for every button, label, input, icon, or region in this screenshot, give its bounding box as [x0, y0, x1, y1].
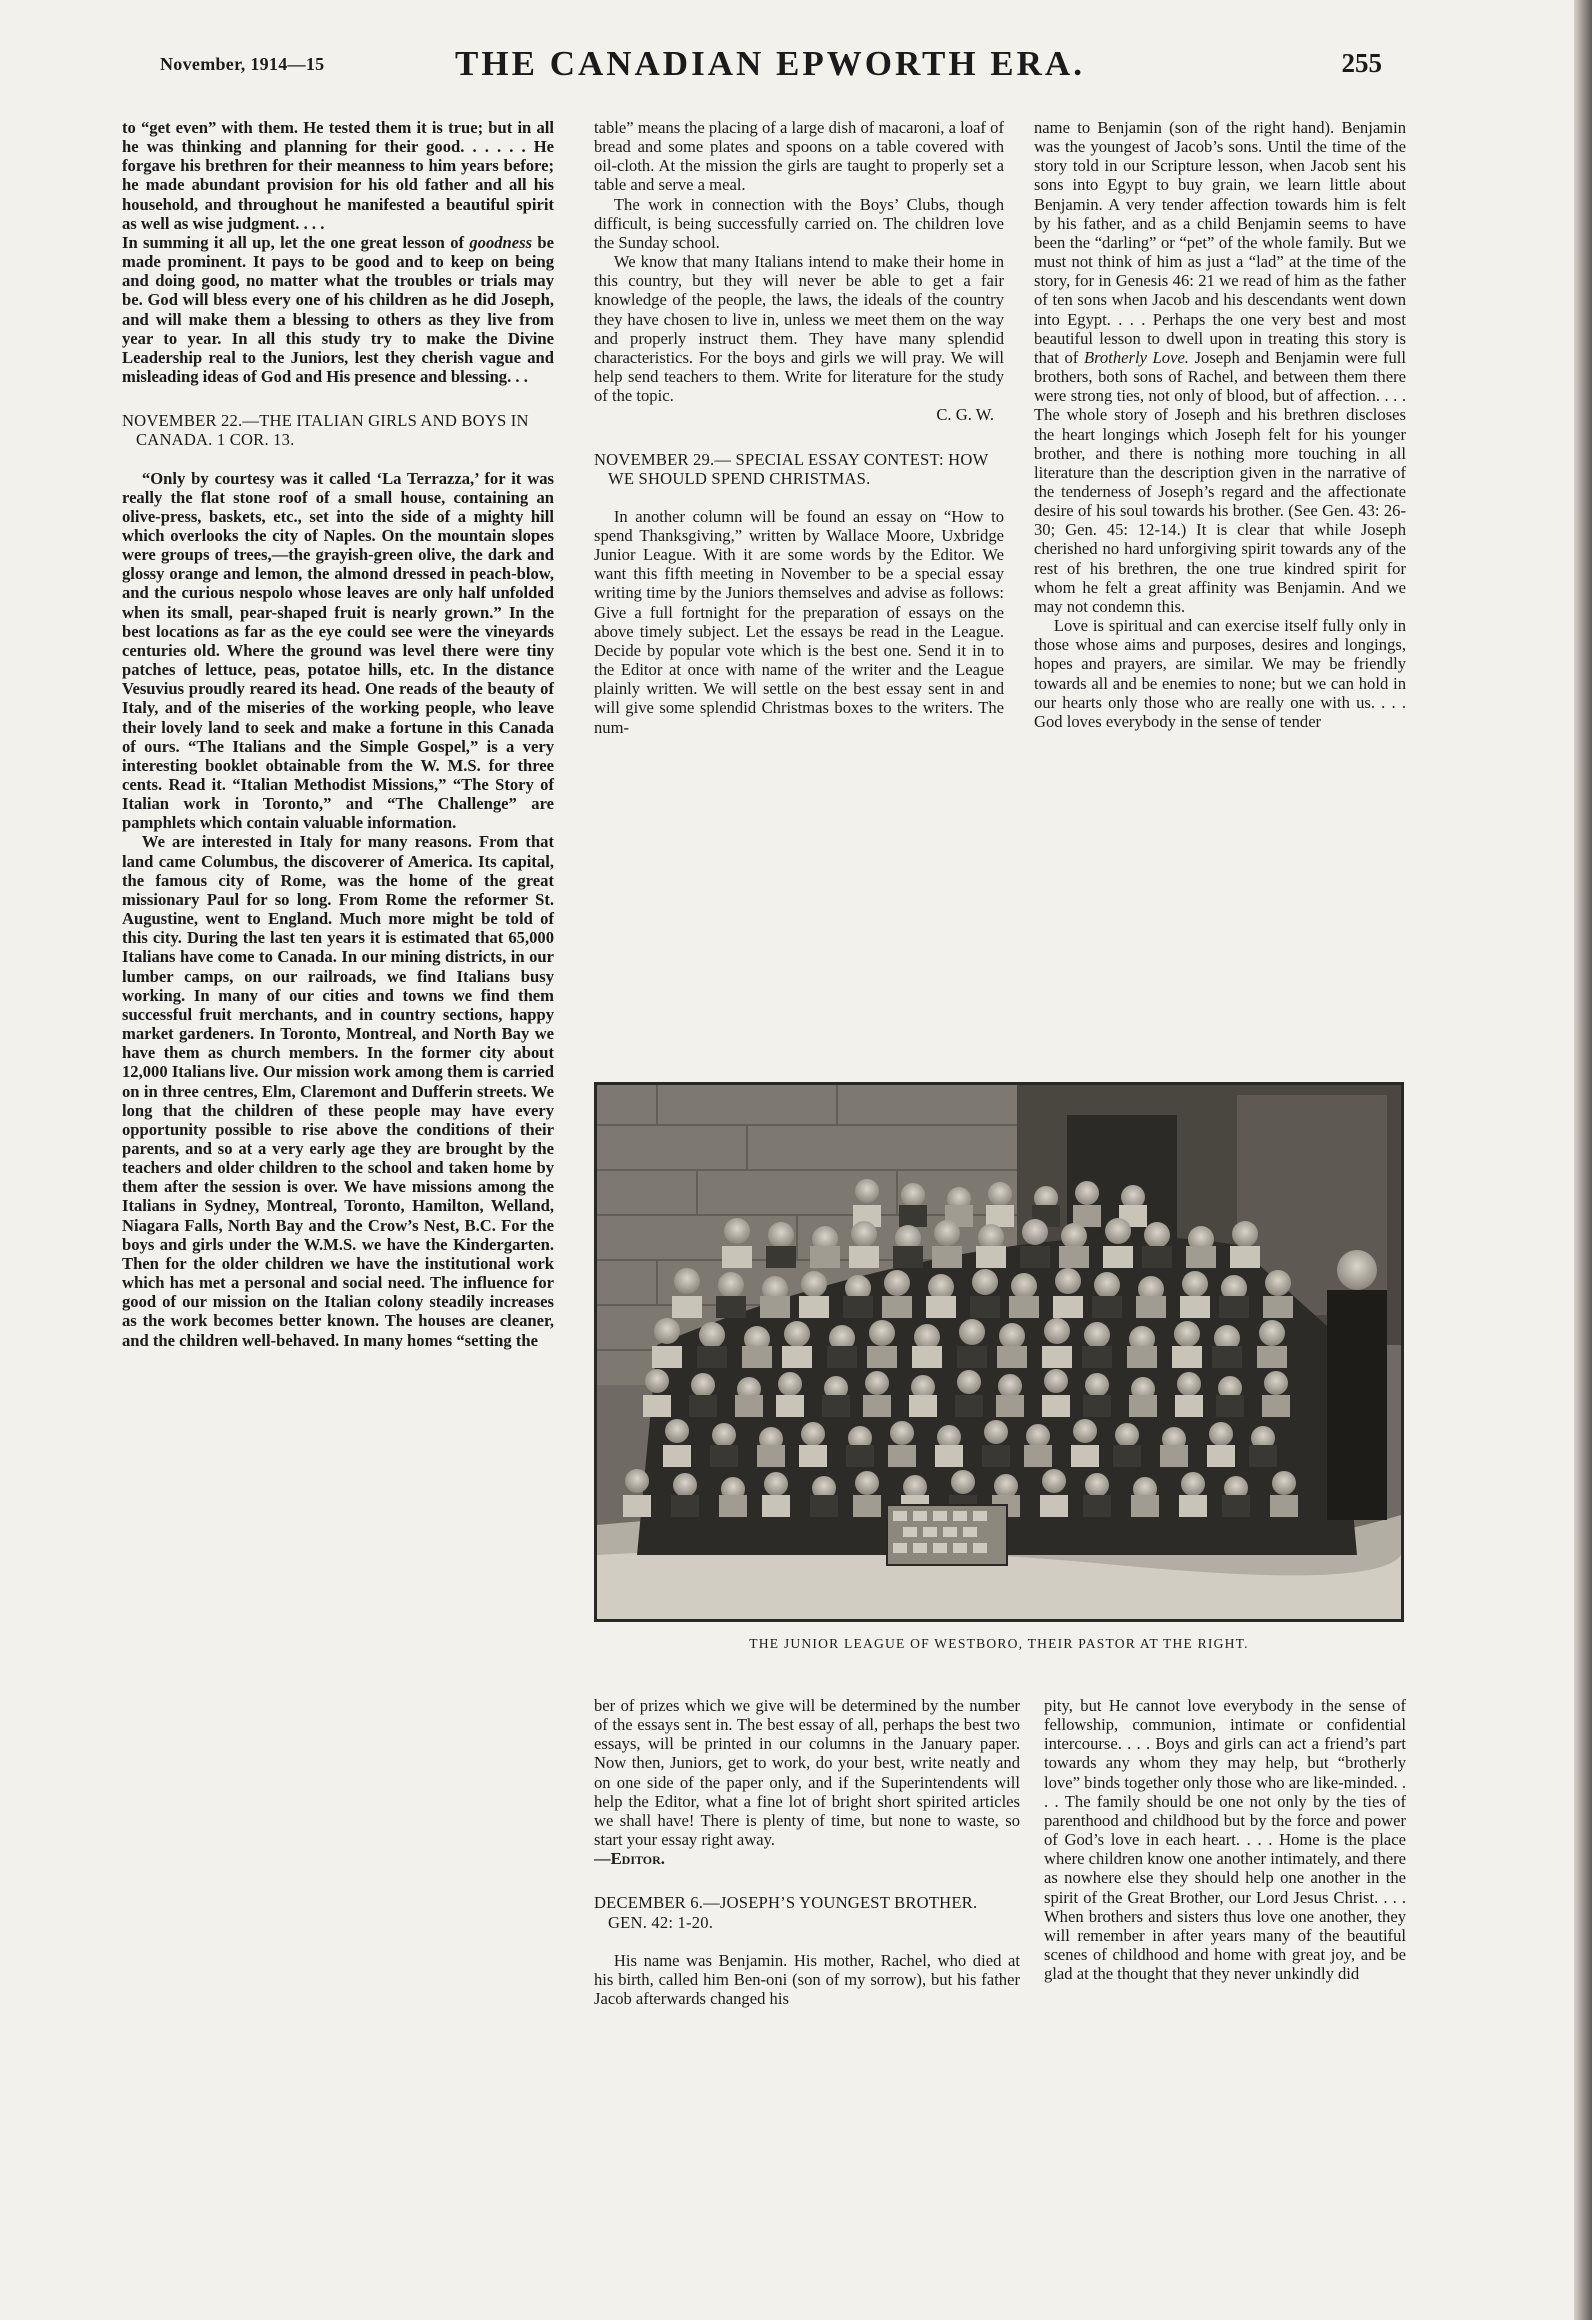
paragraph: We know that many Italians intend to make their home in this country, but they will never be able to get a fair knowledge of the people, the laws, the ideals of the country they have chosen to live in, unless we meet them on the way and properly instruct them. They have many splendid characteristics. For the boys and girls we will pray. We will help send teachers to them. Write for literature for the study of the topic.	[594, 252, 1004, 406]
paragraph: ber of prizes which we give will be determined by the number of the essays sent in. The best essay of all, perhaps the best two essays, will be printed in our columns in the January paper. Now then, Juniors, get to work, do your best, write neatly and on one side of the paper only, and if the Superintendents will help the Editor, what a fine lot of bright short spirited articles we shall have! There is plenty of time, but none to waste, so start your essay right away.	[594, 1696, 1020, 1850]
paragraph: pity, but He cannot love everybody in the sense of fellowship, communion, intimate or confidential intercourse. . . . Boys and girls can act a friend’s part towards any whom they may help, but “brotherly love” binds together only those who are like-minded. . . . The family should be one not only by the ties of parenthood and childhood but by the force and power of God’s love in each heart. . . . Home is the place where children know one another intimately, and there as nowhere else they should help one another in the spirit of the Great Brother, our Lord Jesus Christ. . . . When brothers and sisters thus love one another, they will remember in after years many of the beautiful scenes of childhood and home with great joy, and be glad at the thought that they never unkindly did	[1044, 1696, 1407, 1984]
paragraph: In summing it all up, let the one great lesson of goodness be made prominent. It pays to be good and to keep on being and doing good, no matter what the troubles or trials may be. God will bless every one of his children as he did Joseph, and will make them a blessing to others as they live from year to year. In all this study try to make the Divine Leadership real to the Juniors, lest they cherish vague and misleading ideas of God and His presence and blessing. . .	[122, 232, 554, 387]
column-1	[122, 118, 554, 1350]
paragraph: “Only by courtesy was it called ‘La Terrazza,’ for it was really the flat stone roof of a small house, containing an olive-press, baskets, etc., set into the side of a mighty hill which overlooks the city of Naples. On the mountain slopes were groups of trees,—the grayish-green olive, the dark and glossy orange and lemon, the almond dressed in peach-blow, and the curious nespolo whose leaves are only half unfolded when its small, pear-shaped fruit is nearly grown.” In the best locations as far as the eye could see were the vineyards centuries old. Where the ground was level there were tiny patches of lettuce, peas, potatoe hills, etc. In the distance Vesuvius proudly reared its head. One reads of the beauty of Italy, and of the miseries of the working people, who leave their lovely land to seek and make a fortune in this Canada of ours. “The Italians and the Simple Gospel,” is a very interesting booklet obtainable from the W. M.S. for three cents. Read it. “Italian Methodist Missions,” “The Story of Italian work in Toronto,” and “The Challenge” are pamphlets which contain valuable information.	[122, 468, 554, 833]
signature: C. G. W.	[936, 405, 994, 425]
page-number: 255	[1341, 48, 1382, 78]
section-heading: DECEMBER 6.—JOSEPH’S YOUNGEST BROTHER. GEN. 42: 1-20.	[594, 1893, 978, 1932]
issue-date: November, 1914—15	[160, 54, 325, 74]
emphasis: Brotherly Love.	[1083, 347, 1189, 367]
paragraph: His name was Benjamin. His mother, Rachel, who died at his birth, called him Ben-oni (son of my sorrow), but his father Jacob afterwards changed his	[594, 1950, 1020, 2009]
paragraph: table” means the placing of a large dish of macaroni, a loaf of bread and some plates and spoons on a table covered with oil-cloth. At the mission the girls are taught to properly set a table and serve a meal.	[594, 118, 1004, 195]
paragraph: to “get even” with them. He tested them it is true; but in all he was thinking and planning for their good. . . . . . He forgave his brethren for their meanness to him years before; he made abundant provision for his old father and all his household, and throughout he manifested a beautiful spirit as well as wise judgment. . . .	[122, 118, 554, 233]
group-photograph	[594, 1082, 1404, 1622]
column-5	[1044, 1696, 1406, 1983]
column-4	[594, 1696, 1020, 2008]
column-3	[1034, 118, 1406, 731]
section-heading: NOVEMBER 22.—THE ITALIAN GIRLS AND BOYS IN CANADA. 1 COR. 13.	[122, 411, 529, 450]
paragraph: We are interested in Italy for many reasons. From that land came Columbus, the discoverer of America. Its capital, the famous city of Rome, was the home of the great missionary Paul for so long. From Rome the reformer St. Augustine, went to England. Much more might be told of this city. During the last ten years it is estimated that 65,000 Italians have come to Canada. In our mining districts, in our lumber camps, on our railroads, we find Italians busy working. In many of our cities and towns we find them successful fruit merchants, and in country sections, happy market gardeners. In Toronto, Montreal, and North Bay we have them as church members. In the former city about 12,000 Italians live. Our mission work among them is carried on in three centres, Elm, Claremont and Dufferin streets. We long that the children of these people may have every opportunity possible to rise above the conditions of their parents, and so at a very early age they are brought by the teachers and older children to the school and taken home by them after the session is over. We have missions among the Italians in Sydney, Montreal, Toronto, Hamilton, Welland, Niagara Falls, North Bay and the Crow’s Nest, B.C. For the boys and girls under the W.M.S. we have the Kindergarten. Then for the older children we have the institutional work which has met a personal and social need. The influence for good of our mission on the Italian colony steadily increases as the work becomes better known. The houses are cleaner, and the children well-behaved. In many homes “setting the	[122, 832, 554, 1350]
paragraph: The work in connection with the Boys’ Clubs, though difficult, is being successfully carried on. The children love the Sunday school.	[594, 194, 1004, 252]
editor-signature: —Editor.	[594, 1849, 665, 1869]
paragraph: name to Benjamin (son of the right hand). Benjamin was the youngest of Jacob’s sons. Until the time of the story told in our Scripture lesson, when Jacob sent his sons into Egypt to buy grain, we learn little about Benjamin. A very tender affection towards him is felt by his father, and as a child Benjamin seems to have been the “darling” or “pet” of the whole family. But we must not think of him as just a “lad” at the time of the story, for in Genesis 46: 21 we read of him as the father of ten sons when Jacob and his descendants went down into Egypt. . . . Perhaps the one very best and most beautiful lesson to dwell upon in treating this story is that of Brotherly Love. Joseph and Benjamin were full brothers, both sons of Rachel, and between them there were strong ties, not only of blood, but of affection. . . . The whole story of Joseph and his brethren discloses the heart longings which Joseph felt for his younger brother, and there is nothing more touching in all literature than the description given in the narrative of the tenderness of Joseph’s regard and the affectionate desire of his soul towards his brother. (See Gen. 43: 26-30; Gen. 45: 12-14.) It is clear that while Joseph cherished no hard unforgiving spirit towards any of the rest of his brethren, the one true kindred spirit for whom he felt a great affinity was Benjamin. And we may not condemn this.	[1034, 118, 1406, 616]
photo-rendering	[597, 1085, 1401, 1619]
section-heading: NOVEMBER 29.— SPECIAL ESSAY CONTEST: HOW WE SHOULD SPEND CHRISTMAS.	[594, 449, 989, 488]
page-binding-edge	[1574, 0, 1592, 2320]
paragraph: Love is spiritual and can exercise itself fully only in those whose aims and purposes, desires and longings, hopes and prayers, are similar. We may be friendly towards all and be enemies to none; but we can hold in our hearts only those who are really one with us. . . . God loves everybody in the sense of tender	[1034, 616, 1406, 731]
emphasis: goodness	[469, 232, 533, 252]
column-2	[594, 118, 1004, 737]
magazine-title: THE CANADIAN EPWORTH ERA.	[455, 44, 1085, 83]
running-head	[150, 44, 1390, 84]
paragraph: In another column will be found an essay on “How to spend Thanksgiving,” written by Wallace Moore, Uxbridge Junior League. With it are some words by the Editor. We want this fifth meeting in November to be a special essay writing time by the Juniors themselves and advise as follows: Give a full fortnight for the preparation of essays on the above timely subject. Let the essays be read in the League. Decide by popular vote which is the best one. Send it in to the Editor at once with name of the writer and the League plainly written. We will settle on the best essay sent in and will give some splendid Christmas boxes to the writers. The num-	[594, 506, 1004, 737]
photo-caption: THE JUNIOR LEAGUE OF WESTBORO, THEIR PASTOR AT THE RIGHT.	[749, 1636, 1249, 1651]
